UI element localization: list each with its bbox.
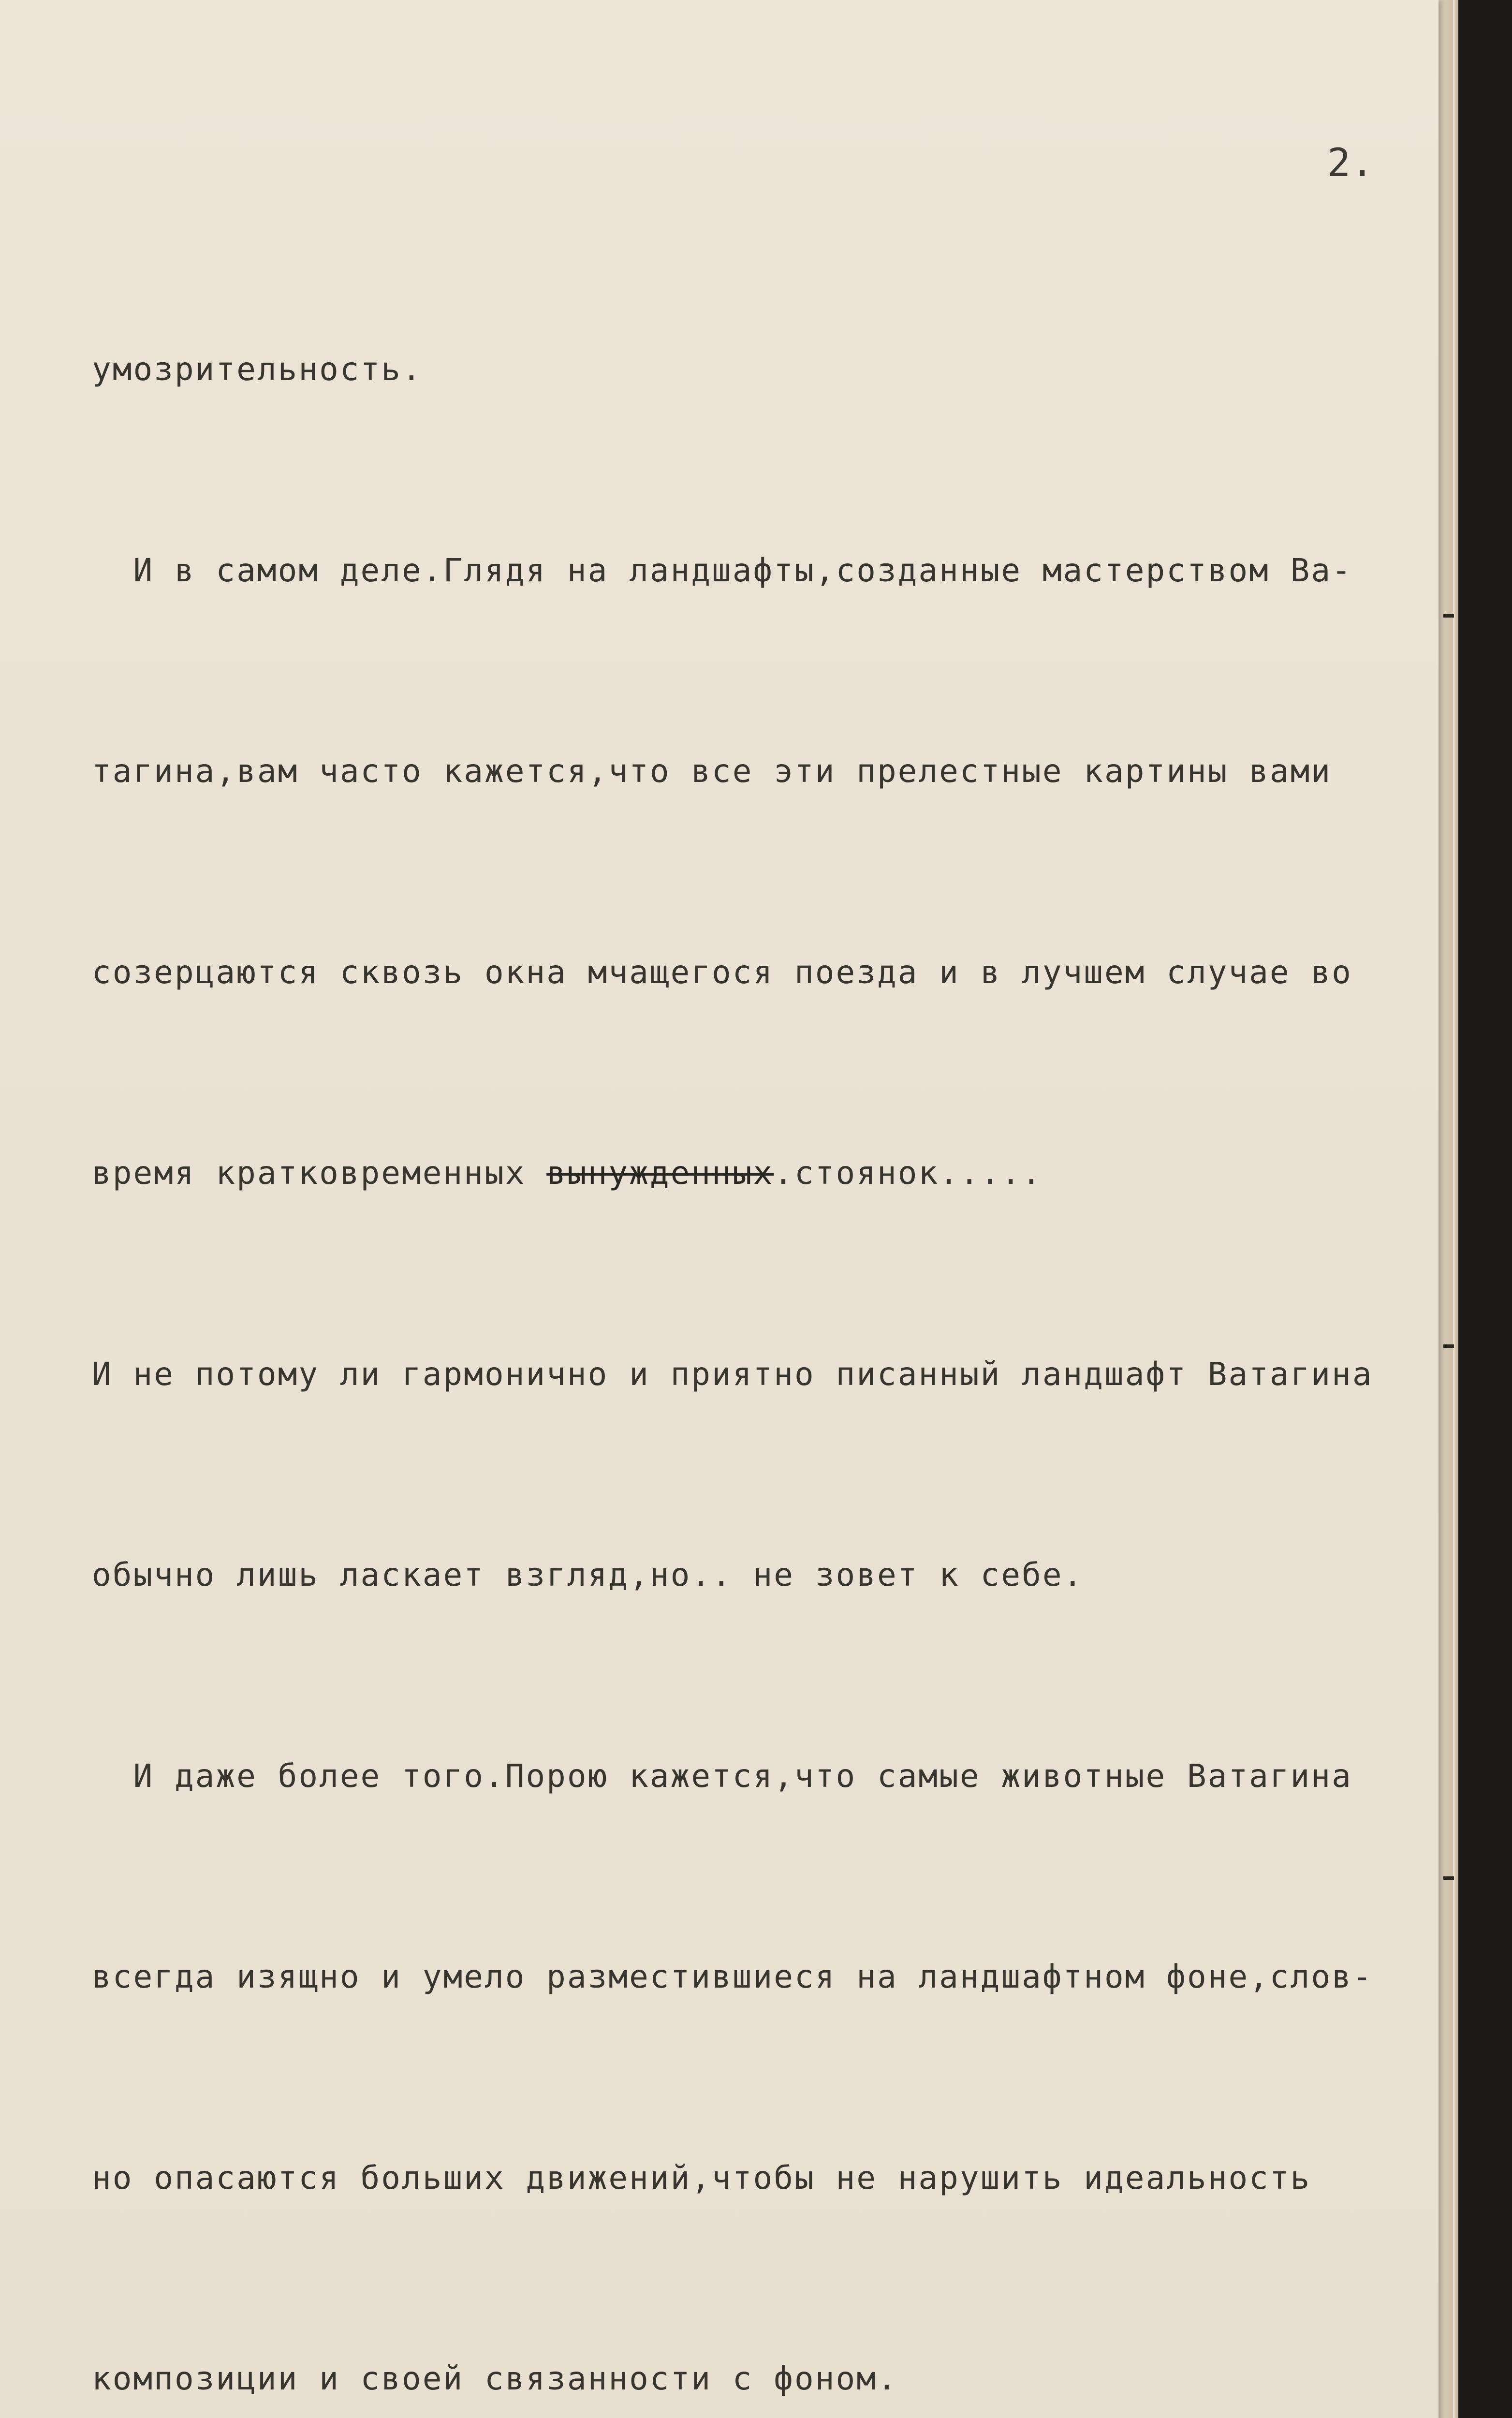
text-line: созерцаются сквозь окна мчащегося поезда и в лучшем случае во: [92, 953, 1352, 991]
text-line: обычно лишь ласкает взгляд,но.. не зовет к себе.: [92, 1556, 1084, 1593]
typewritten-text: [92, 202, 1441, 2418]
text-line: И в самом деле.Глядя на ландшафты,созданные мастерством Ва-: [92, 551, 1352, 589]
text-line: тагина,вам часто кажется,что все эти прелестные картины вами: [92, 752, 1332, 790]
background-strip: [1455, 0, 1512, 2418]
text-line: но опасаются больших движений,чтобы не нарушить идеальность: [92, 2159, 1311, 2197]
text-line: композиции и своей связанности с фоном.: [92, 2360, 898, 2397]
edge-mark: [1443, 614, 1454, 618]
text-line: умозрительность.: [92, 351, 423, 388]
text-line: И не потому ли гармонично и приятно писанный ландшафт Ватагина: [92, 1355, 1373, 1393]
edge-mark: [1443, 1344, 1454, 1348]
text-line: И даже более того.Порою кажется,что самые животные Ватагина: [92, 1757, 1352, 1795]
edge-mark: [1443, 1876, 1454, 1880]
page-number: 2.: [1327, 140, 1374, 185]
line-end: .стоянок.....: [774, 1154, 1042, 1192]
text-line: всегда изящно и умело разместившиеся на ландшафтном фоне,слов-: [92, 1958, 1373, 1995]
struck-out-word: вынужденных: [546, 1154, 774, 1192]
text-line: [92, 1140, 1441, 1207]
line-start: время кратковременных: [92, 1154, 526, 1192]
